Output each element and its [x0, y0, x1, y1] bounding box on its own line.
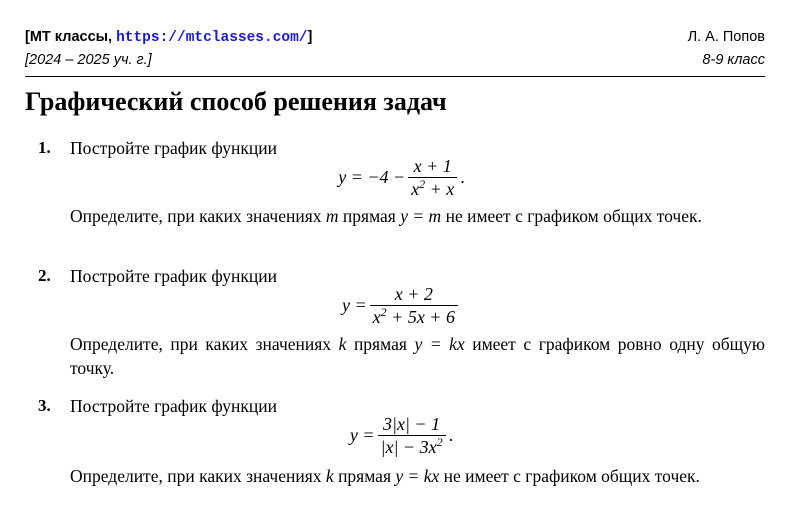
problem-number: 2.: [38, 266, 51, 285]
problem-formula: y = $\frac{3|x| - 1}{|x| - 3x^2}$ .: [349, 414, 454, 457]
school-year: [2024 – 2025 уч. г.]: [25, 52, 152, 68]
header-divider: [25, 76, 765, 77]
problem-intro: Постройте график функции: [70, 396, 278, 416]
problem-question: Определите, при каких значениях m прямая y = m не имеет с графиком общих точек.: [70, 206, 702, 226]
problem-formula: y = $\frac{x + 2}{x^2 + 5x + 6}$: [38, 284, 765, 327]
course-link[interactable]: https://mtclasses.com/: [116, 30, 308, 46]
grade-label: 8-9 класс: [702, 52, 765, 68]
problem-question: Определите, при каких значениях k прямая y = kx имеет с графиком ровно одну общую точку.: [70, 334, 765, 378]
problem-formula: y = −4 − $\frac{x + 1}{x^2 + x}$ .: [338, 156, 465, 199]
author: Л. А. Попов: [687, 29, 765, 45]
problem-number: 1.: [38, 138, 51, 157]
problem-intro: Постройте график функции: [70, 138, 278, 158]
problem-question: Определите, при каких значениях k прямая y = kx не имеет с графиком общих точек.: [70, 466, 700, 486]
problem-number: 3.: [38, 396, 51, 415]
page-title: Графический способ решения задач: [25, 87, 447, 116]
problem-intro: Постройте график функции: [70, 266, 278, 286]
course-label: [МТ классы, https://mtclasses.com/]: [25, 29, 313, 46]
page-header: [25, 26, 765, 71]
